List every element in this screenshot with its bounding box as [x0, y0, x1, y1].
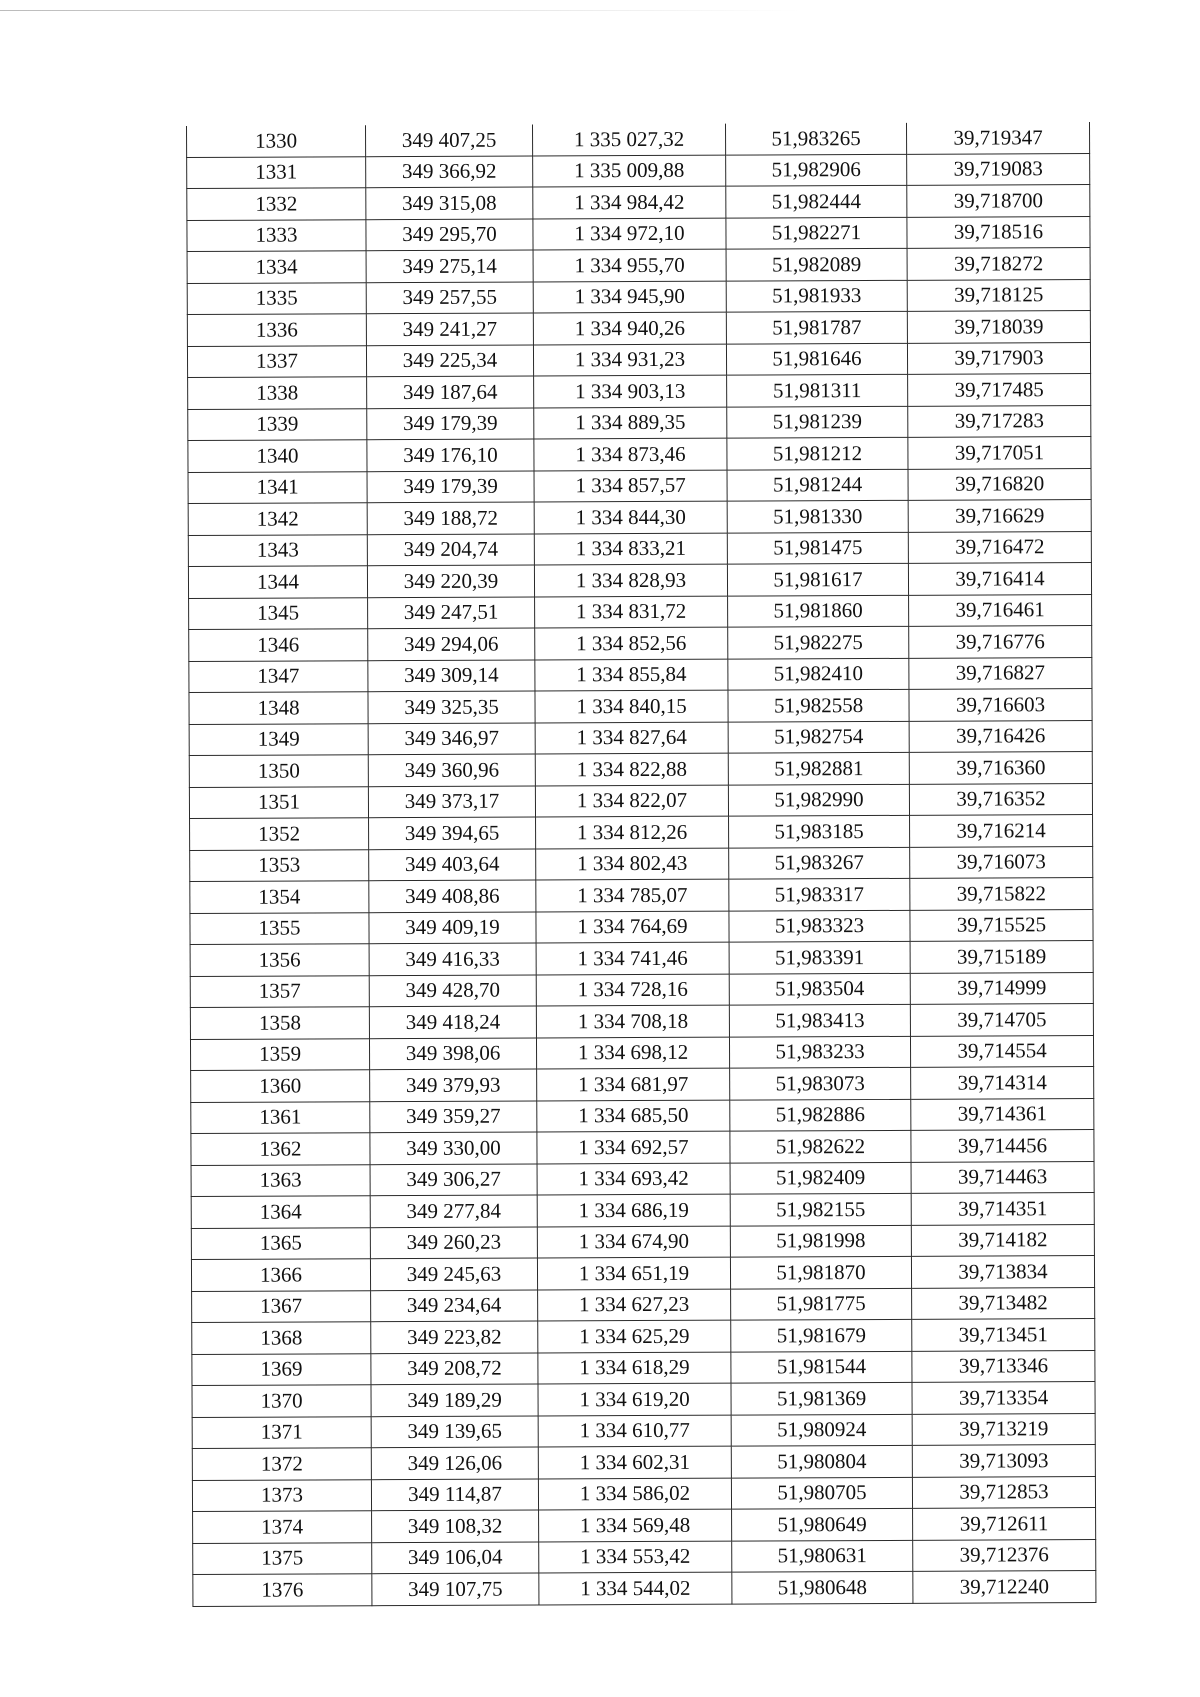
longitude-cell: 39,713093 — [912, 1445, 1095, 1477]
table-row — [188, 437, 1091, 472]
y-coordinate-cell: 1 334 840,15 — [535, 690, 728, 722]
y-coordinate-cell: 1 334 610,77 — [538, 1415, 731, 1447]
y-coordinate-cell: 1 334 903,13 — [534, 375, 727, 407]
y-coordinate-cell: 1 334 972,10 — [533, 218, 726, 250]
longitude-cell: 39,716461 — [909, 594, 1092, 626]
x-coordinate-cell: 349 403,64 — [369, 848, 536, 880]
latitude-cell: 51,981369 — [731, 1382, 912, 1414]
x-coordinate-cell: 349 360,96 — [368, 754, 535, 786]
point-number-cell: 1355 — [190, 912, 369, 944]
point-number-cell: 1358 — [190, 1007, 369, 1039]
longitude-cell: 39,714999 — [910, 972, 1093, 1004]
point-number-cell: 1344 — [188, 566, 367, 598]
point-number-cell: 1341 — [188, 471, 367, 503]
latitude-cell: 51,980648 — [732, 1571, 913, 1603]
x-coordinate-cell: 349 409,19 — [369, 911, 536, 943]
y-coordinate-cell: 1 334 931,23 — [533, 344, 726, 376]
table-row — [190, 909, 1093, 944]
x-coordinate-cell: 349 106,04 — [372, 1541, 539, 1573]
longitude-cell: 39,718272 — [907, 248, 1090, 280]
table-row — [189, 594, 1092, 629]
table-row — [193, 1539, 1096, 1574]
table-row — [190, 846, 1093, 881]
latitude-cell: 51,982409 — [730, 1162, 911, 1194]
x-coordinate-cell: 349 126,06 — [371, 1447, 538, 1479]
point-number-cell: 1370 — [192, 1385, 371, 1417]
y-coordinate-cell: 1 334 619,20 — [538, 1383, 731, 1415]
y-coordinate-cell: 1 334 741,46 — [536, 942, 729, 974]
table-row — [192, 1287, 1095, 1322]
point-number-cell: 1338 — [188, 377, 367, 409]
table-row — [192, 1445, 1095, 1480]
point-number-cell: 1372 — [192, 1448, 371, 1480]
x-coordinate-cell: 349 179,39 — [367, 470, 534, 502]
x-coordinate-cell: 349 257,55 — [366, 281, 533, 313]
latitude-cell: 51,983265 — [725, 123, 906, 155]
longitude-cell: 39,712376 — [913, 1539, 1096, 1571]
x-coordinate-cell: 349 325,35 — [368, 691, 535, 723]
longitude-cell: 39,713834 — [911, 1256, 1094, 1288]
longitude-cell: 39,716629 — [908, 500, 1091, 532]
table-row — [190, 878, 1093, 913]
x-coordinate-cell: 349 394,65 — [369, 817, 536, 849]
y-coordinate-cell: 1 334 544,02 — [539, 1572, 732, 1604]
y-coordinate-cell: 1 334 686,19 — [537, 1194, 730, 1226]
x-coordinate-cell: 349 260,23 — [370, 1226, 537, 1258]
point-number-cell: 1373 — [192, 1479, 371, 1511]
table-row — [189, 752, 1092, 787]
table-row — [189, 626, 1092, 661]
point-number-cell: 1345 — [189, 597, 368, 629]
x-coordinate-cell: 349 294,06 — [368, 628, 535, 660]
point-number-cell: 1374 — [193, 1511, 372, 1543]
latitude-cell: 51,980924 — [731, 1414, 912, 1446]
point-number-cell: 1369 — [192, 1353, 371, 1385]
table-row — [189, 783, 1092, 818]
y-coordinate-cell: 1 334 855,84 — [535, 659, 728, 691]
x-coordinate-cell: 349 241,27 — [366, 313, 533, 345]
scan-artifact-line — [0, 10, 800, 11]
point-number-cell: 1361 — [191, 1101, 370, 1133]
table-row — [191, 1224, 1094, 1259]
table-row — [187, 122, 1090, 157]
longitude-cell: 39,716073 — [910, 846, 1093, 878]
x-coordinate-cell: 349 373,17 — [368, 785, 535, 817]
latitude-cell: 51,981679 — [731, 1319, 912, 1351]
longitude-cell: 39,716360 — [909, 752, 1092, 784]
y-coordinate-cell: 1 334 833,21 — [534, 533, 727, 565]
y-coordinate-cell: 1 334 828,93 — [534, 564, 727, 596]
point-number-cell: 1349 — [189, 723, 368, 755]
latitude-cell: 51,981330 — [727, 500, 908, 532]
x-coordinate-cell: 349 179,39 — [367, 407, 534, 439]
longitude-cell: 39,716472 — [908, 531, 1091, 563]
latitude-cell: 51,983504 — [729, 973, 910, 1005]
longitude-cell: 39,718125 — [907, 279, 1090, 311]
latitude-cell: 51,981212 — [727, 437, 908, 469]
x-coordinate-cell: 349 277,84 — [370, 1195, 537, 1227]
coordinates-table-body — [187, 122, 1096, 1606]
y-coordinate-cell: 1 334 728,16 — [536, 974, 729, 1006]
longitude-cell: 39,713482 — [912, 1287, 1095, 1319]
longitude-cell: 39,714314 — [911, 1067, 1094, 1099]
latitude-cell: 51,982275 — [728, 626, 909, 658]
longitude-cell: 39,713451 — [912, 1319, 1095, 1351]
x-coordinate-cell: 349 245,63 — [370, 1258, 537, 1290]
longitude-cell: 39,717903 — [907, 342, 1090, 374]
longitude-cell: 39,716820 — [908, 468, 1091, 500]
point-number-cell: 1334 — [187, 251, 366, 283]
latitude-cell: 51,982558 — [728, 689, 909, 721]
x-coordinate-cell: 349 220,39 — [367, 565, 534, 597]
x-coordinate-cell: 349 408,86 — [369, 880, 536, 912]
longitude-cell: 39,719347 — [906, 122, 1089, 154]
latitude-cell: 51,982444 — [726, 185, 907, 217]
x-coordinate-cell: 349 306,27 — [370, 1163, 537, 1195]
x-coordinate-cell: 349 330,00 — [370, 1132, 537, 1164]
latitude-cell: 51,982271 — [726, 217, 907, 249]
table-row — [190, 972, 1093, 1007]
point-number-cell: 1330 — [187, 125, 366, 157]
latitude-cell: 51,980804 — [731, 1445, 912, 1477]
point-number-cell: 1352 — [190, 818, 369, 850]
latitude-cell: 51,982990 — [728, 784, 909, 816]
table-row — [189, 657, 1092, 692]
x-coordinate-cell: 349 187,64 — [367, 376, 534, 408]
longitude-cell: 39,714705 — [910, 1004, 1093, 1036]
y-coordinate-cell: 1 334 945,90 — [533, 281, 726, 313]
x-coordinate-cell: 349 407,25 — [365, 124, 532, 156]
table-row — [191, 1067, 1094, 1102]
point-number-cell: 1342 — [188, 503, 367, 535]
x-coordinate-cell: 349 247,51 — [368, 596, 535, 628]
x-coordinate-cell: 349 418,24 — [369, 1006, 536, 1038]
latitude-cell: 51,981617 — [727, 563, 908, 595]
x-coordinate-cell: 349 315,08 — [366, 187, 533, 219]
latitude-cell: 51,982089 — [726, 248, 907, 280]
x-coordinate-cell: 349 114,87 — [371, 1478, 538, 1510]
longitude-cell: 39,716827 — [909, 657, 1092, 689]
y-coordinate-cell: 1 334 984,42 — [533, 186, 726, 218]
point-number-cell: 1364 — [191, 1196, 370, 1228]
latitude-cell: 51,980631 — [732, 1540, 913, 1572]
longitude-cell: 39,718516 — [907, 216, 1090, 248]
latitude-cell: 51,982410 — [728, 658, 909, 690]
table-row — [187, 185, 1090, 220]
y-coordinate-cell: 1 334 785,07 — [536, 879, 729, 911]
table-row — [193, 1508, 1096, 1543]
latitude-cell: 51,981870 — [730, 1256, 911, 1288]
x-coordinate-cell: 349 189,29 — [371, 1384, 538, 1416]
longitude-cell: 39,716214 — [910, 815, 1093, 847]
longitude-cell: 39,714456 — [911, 1130, 1094, 1162]
point-number-cell: 1337 — [187, 345, 366, 377]
point-number-cell: 1339 — [188, 408, 367, 440]
point-number-cell: 1350 — [189, 755, 368, 787]
y-coordinate-cell: 1 334 940,26 — [533, 312, 726, 344]
latitude-cell: 51,981860 — [728, 595, 909, 627]
latitude-cell: 51,983317 — [729, 878, 910, 910]
latitude-cell: 51,981544 — [731, 1351, 912, 1383]
x-coordinate-cell: 349 379,93 — [370, 1069, 537, 1101]
y-coordinate-cell: 1 334 827,64 — [535, 722, 728, 754]
point-number-cell: 1343 — [188, 534, 367, 566]
point-number-cell: 1332 — [187, 188, 366, 220]
latitude-cell: 51,981475 — [727, 532, 908, 564]
longitude-cell: 39,717485 — [908, 374, 1091, 406]
y-coordinate-cell: 1 334 693,42 — [537, 1163, 730, 1195]
point-number-cell: 1356 — [190, 944, 369, 976]
y-coordinate-cell: 1 334 602,31 — [538, 1446, 731, 1478]
y-coordinate-cell: 1 334 625,29 — [538, 1320, 731, 1352]
latitude-cell: 51,983233 — [729, 1036, 910, 1068]
point-number-cell: 1346 — [189, 629, 368, 661]
y-coordinate-cell: 1 334 852,56 — [535, 627, 728, 659]
table-row — [192, 1350, 1095, 1385]
latitude-cell: 51,983413 — [729, 1004, 910, 1036]
point-number-cell: 1366 — [191, 1259, 370, 1291]
y-coordinate-cell: 1 334 955,70 — [533, 249, 726, 281]
longitude-cell: 39,718039 — [907, 311, 1090, 343]
y-coordinate-cell: 1 334 844,30 — [534, 501, 727, 533]
latitude-cell: 51,980705 — [731, 1477, 912, 1509]
table-row — [187, 279, 1090, 314]
y-coordinate-cell: 1 335 027,32 — [532, 124, 725, 156]
longitude-cell: 39,714361 — [911, 1098, 1094, 1130]
x-coordinate-cell: 349 398,06 — [369, 1037, 536, 1069]
latitude-cell: 51,980649 — [732, 1508, 913, 1540]
x-coordinate-cell: 349 107,75 — [372, 1573, 539, 1605]
x-coordinate-cell: 349 225,34 — [366, 344, 533, 376]
point-number-cell: 1340 — [188, 440, 367, 472]
point-number-cell: 1365 — [191, 1227, 370, 1259]
point-number-cell: 1336 — [187, 314, 366, 346]
table-row — [188, 531, 1091, 566]
x-coordinate-cell: 349 108,32 — [372, 1510, 539, 1542]
point-number-cell: 1375 — [193, 1542, 372, 1574]
y-coordinate-cell: 1 334 698,12 — [536, 1037, 729, 1069]
point-number-cell: 1359 — [190, 1038, 369, 1070]
point-number-cell: 1360 — [191, 1070, 370, 1102]
latitude-cell: 51,982881 — [728, 752, 909, 784]
point-number-cell: 1362 — [191, 1133, 370, 1165]
latitude-cell: 51,983323 — [729, 910, 910, 942]
table-row — [187, 311, 1090, 346]
latitude-cell: 51,982906 — [726, 154, 907, 186]
y-coordinate-cell: 1 334 812,26 — [536, 816, 729, 848]
latitude-cell: 51,981775 — [731, 1288, 912, 1320]
latitude-cell: 51,981646 — [726, 343, 907, 375]
latitude-cell: 51,981311 — [727, 374, 908, 406]
point-number-cell: 1331 — [187, 156, 366, 188]
point-number-cell: 1335 — [187, 282, 366, 314]
table-row — [188, 563, 1091, 598]
coordinates-table — [186, 122, 1096, 1606]
table-row — [190, 815, 1093, 850]
longitude-cell: 39,716414 — [908, 563, 1091, 595]
point-number-cell: 1354 — [190, 881, 369, 913]
longitude-cell: 39,715189 — [910, 941, 1093, 973]
latitude-cell: 51,982886 — [730, 1099, 911, 1131]
longitude-cell: 39,714554 — [910, 1035, 1093, 1067]
x-coordinate-cell: 349 139,65 — [371, 1415, 538, 1447]
table-row — [187, 216, 1090, 251]
x-coordinate-cell: 349 208,72 — [371, 1352, 538, 1384]
x-coordinate-cell: 349 295,70 — [366, 218, 533, 250]
table-row — [188, 405, 1091, 440]
table-row — [189, 689, 1092, 724]
latitude-cell: 51,981787 — [726, 311, 907, 343]
longitude-cell: 39,712611 — [913, 1508, 1096, 1540]
x-coordinate-cell: 349 428,70 — [369, 974, 536, 1006]
x-coordinate-cell: 349 346,97 — [368, 722, 535, 754]
y-coordinate-cell: 1 334 889,35 — [534, 407, 727, 439]
latitude-cell: 51,983185 — [729, 815, 910, 847]
longitude-cell: 39,716426 — [909, 720, 1092, 752]
longitude-cell: 39,718700 — [907, 185, 1090, 217]
longitude-cell: 39,716352 — [909, 783, 1092, 815]
table-row — [191, 1130, 1094, 1165]
latitude-cell: 51,983267 — [729, 847, 910, 879]
latitude-cell: 51,981239 — [727, 406, 908, 438]
x-coordinate-cell: 349 188,72 — [367, 502, 534, 534]
table-row — [188, 500, 1091, 535]
table-row — [191, 1161, 1094, 1196]
longitude-cell: 39,717283 — [908, 405, 1091, 437]
y-coordinate-cell: 1 334 822,88 — [535, 753, 728, 785]
point-number-cell: 1357 — [190, 975, 369, 1007]
table-row — [192, 1319, 1095, 1354]
point-number-cell: 1367 — [192, 1290, 371, 1322]
y-coordinate-cell: 1 334 708,18 — [536, 1005, 729, 1037]
x-coordinate-cell: 349 416,33 — [369, 943, 536, 975]
point-number-cell: 1348 — [189, 692, 368, 724]
point-number-cell: 1347 — [189, 660, 368, 692]
table-row — [193, 1571, 1096, 1606]
y-coordinate-cell: 1 334 586,02 — [538, 1478, 731, 1510]
table-row — [192, 1413, 1095, 1448]
longitude-cell: 39,714351 — [911, 1193, 1094, 1225]
longitude-cell: 39,713346 — [912, 1350, 1095, 1382]
y-coordinate-cell: 1 334 831,72 — [535, 596, 728, 628]
longitude-cell: 39,716776 — [909, 626, 1092, 658]
x-coordinate-cell: 349 223,82 — [371, 1321, 538, 1353]
longitude-cell: 39,713354 — [912, 1382, 1095, 1414]
y-coordinate-cell: 1 334 618,29 — [538, 1352, 731, 1384]
table-row — [190, 941, 1093, 976]
x-coordinate-cell: 349 234,64 — [371, 1289, 538, 1321]
y-coordinate-cell: 1 334 857,57 — [534, 470, 727, 502]
y-coordinate-cell: 1 334 681,97 — [537, 1068, 730, 1100]
table-row — [188, 468, 1091, 503]
y-coordinate-cell: 1 334 553,42 — [539, 1541, 732, 1573]
y-coordinate-cell: 1 334 651,19 — [537, 1257, 730, 1289]
latitude-cell: 51,982155 — [730, 1193, 911, 1225]
table-row — [187, 248, 1090, 283]
latitude-cell: 51,981244 — [727, 469, 908, 501]
latitude-cell: 51,981933 — [726, 280, 907, 312]
y-coordinate-cell: 1 334 873,46 — [534, 438, 727, 470]
table-row — [192, 1382, 1095, 1417]
longitude-cell: 39,713219 — [912, 1413, 1095, 1445]
table-row — [187, 153, 1090, 188]
x-coordinate-cell: 349 366,92 — [366, 155, 533, 187]
latitude-cell: 51,982754 — [728, 721, 909, 753]
table-row — [191, 1098, 1094, 1133]
longitude-cell: 39,717051 — [908, 437, 1091, 469]
point-number-cell: 1363 — [191, 1164, 370, 1196]
y-coordinate-cell: 1 334 685,50 — [537, 1100, 730, 1132]
point-number-cell: 1368 — [192, 1322, 371, 1354]
point-number-cell: 1351 — [189, 786, 368, 818]
latitude-cell: 51,983073 — [730, 1067, 911, 1099]
longitude-cell: 39,714463 — [911, 1161, 1094, 1193]
longitude-cell: 39,715525 — [910, 909, 1093, 941]
y-coordinate-cell: 1 335 009,88 — [533, 155, 726, 187]
x-coordinate-cell: 349 309,14 — [368, 659, 535, 691]
point-number-cell: 1333 — [187, 219, 366, 251]
y-coordinate-cell: 1 334 822,07 — [535, 785, 728, 817]
longitude-cell: 39,712240 — [913, 1571, 1096, 1603]
y-coordinate-cell: 1 334 674,90 — [537, 1226, 730, 1258]
latitude-cell: 51,981998 — [730, 1225, 911, 1257]
table-row — [192, 1476, 1095, 1511]
longitude-cell: 39,716603 — [909, 689, 1092, 721]
y-coordinate-cell: 1 334 802,43 — [536, 848, 729, 880]
y-coordinate-cell: 1 334 569,48 — [539, 1509, 732, 1541]
y-coordinate-cell: 1 334 627,23 — [538, 1289, 731, 1321]
table-row — [187, 342, 1090, 377]
x-coordinate-cell: 349 359,27 — [370, 1100, 537, 1132]
latitude-cell: 51,983391 — [729, 941, 910, 973]
table-row — [188, 374, 1091, 409]
longitude-cell: 39,712853 — [912, 1476, 1095, 1508]
y-coordinate-cell: 1 334 692,57 — [537, 1131, 730, 1163]
y-coordinate-cell: 1 334 764,69 — [536, 911, 729, 943]
table-row — [190, 1004, 1093, 1039]
x-coordinate-cell: 349 275,14 — [366, 250, 533, 282]
latitude-cell: 51,982622 — [730, 1130, 911, 1162]
point-number-cell: 1371 — [192, 1416, 371, 1448]
longitude-cell: 39,719083 — [907, 153, 1090, 185]
point-number-cell: 1353 — [190, 849, 369, 881]
x-coordinate-cell: 349 204,74 — [367, 533, 534, 565]
longitude-cell: 39,714182 — [911, 1224, 1094, 1256]
table-row — [189, 720, 1092, 755]
x-coordinate-cell: 349 176,10 — [367, 439, 534, 471]
table-row — [190, 1035, 1093, 1070]
longitude-cell: 39,715822 — [910, 878, 1093, 910]
point-number-cell: 1376 — [193, 1574, 372, 1606]
table-row — [191, 1193, 1094, 1228]
table-row — [191, 1256, 1094, 1291]
